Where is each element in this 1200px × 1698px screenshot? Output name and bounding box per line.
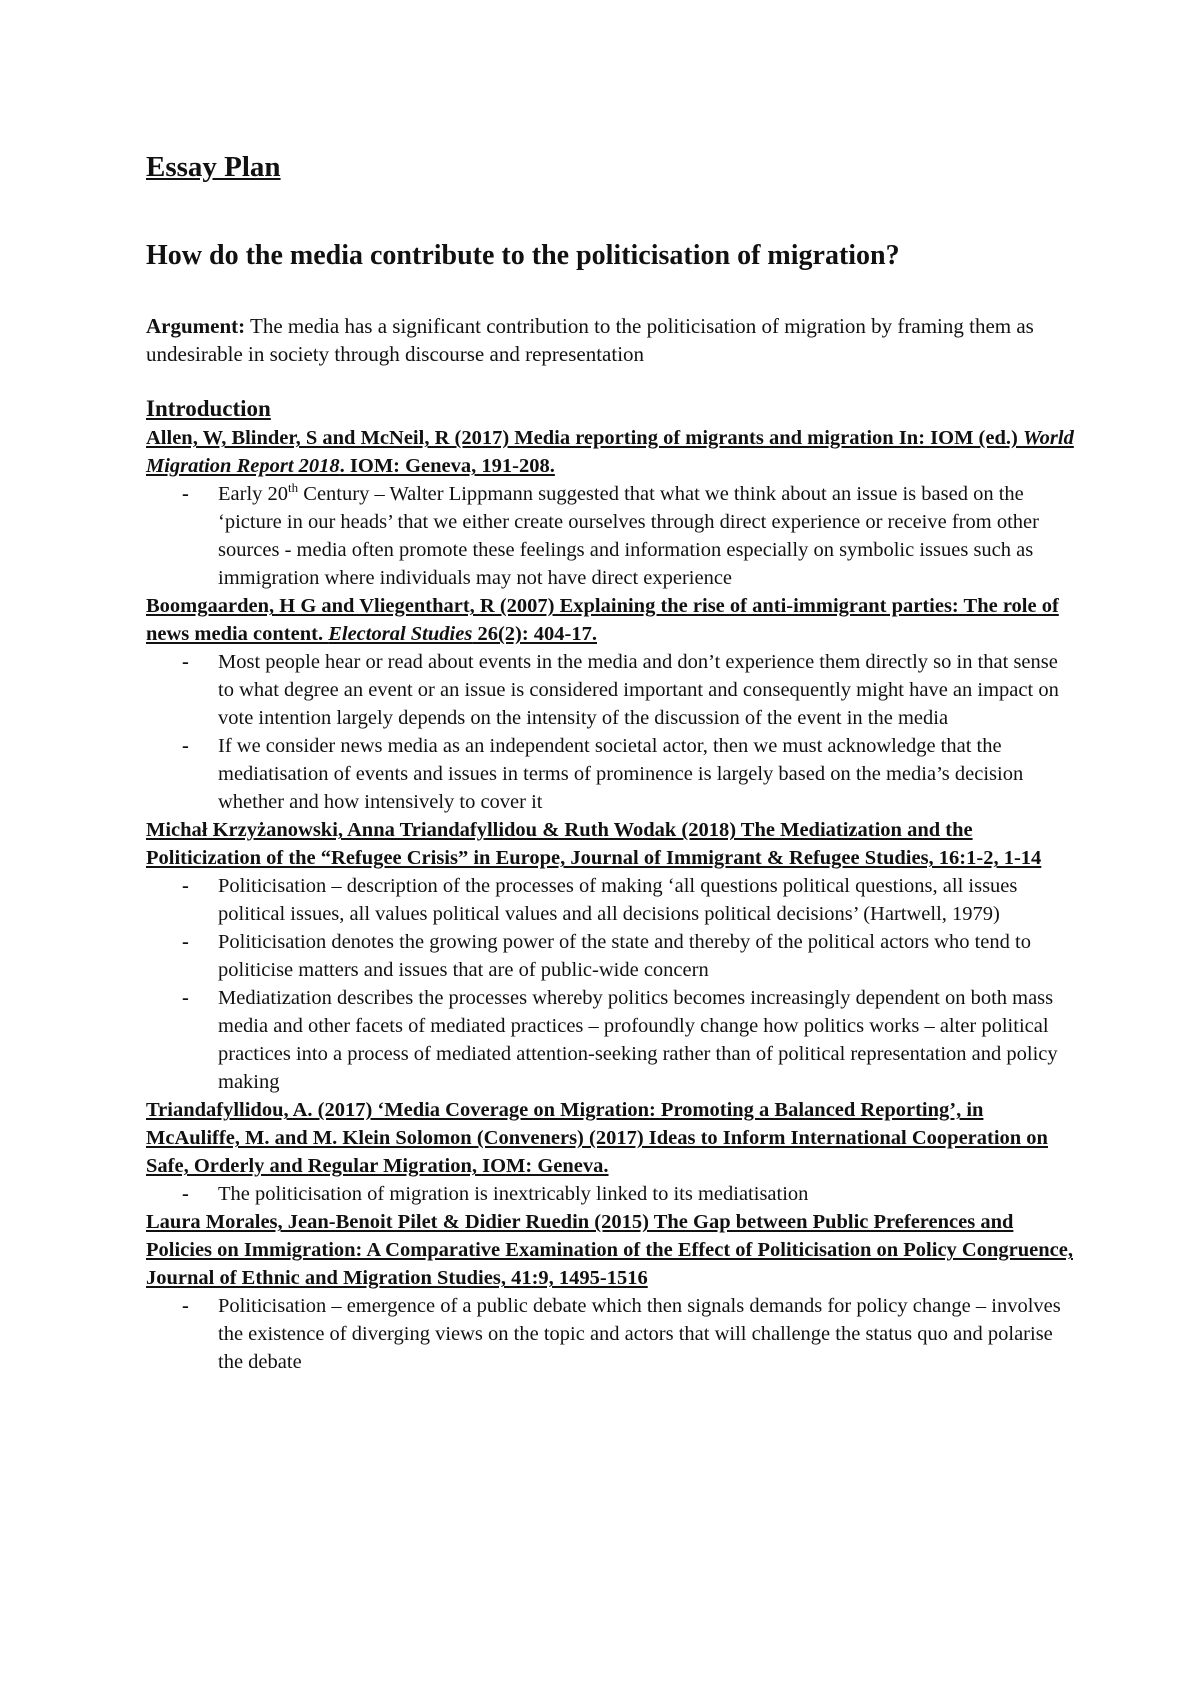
note-item: - The politicisation of migration is inextricably linked to its mediatisation xyxy=(218,1180,1076,1208)
argument-text: The media has a significant contribution to the politicisation of migration by framing them as undesirable in society through discourse and representation xyxy=(146,314,1034,367)
reference-notes xyxy=(146,1180,1076,1208)
document-content xyxy=(146,140,1076,1376)
bullet-dash: - xyxy=(182,483,189,506)
argument-paragraph xyxy=(146,312,1076,368)
bullet-dash: - xyxy=(182,651,189,674)
reference-citation: Boomgaarden, H G and Vliegenthart, R (2007) Explaining the rise of anti-immigrant parties: The role of news media content. Electoral Studies 26(2): 404-17. xyxy=(146,595,1059,646)
superscript: th xyxy=(288,480,299,496)
argument-label: Argument: xyxy=(146,314,246,339)
note-item: - Politicisation – description of the processes of making ‘all questions political questions, all issues political issues, all values political values and all decisions political decisions’ (Hartwell, 1979) xyxy=(218,872,1076,928)
note-item: - Mediatization describes the processes whereby politics becomes increasingly dependent on both mass media and other facets of mediated practices – profoundly change how politics works – alter political practices into a process of mediated attention-seeking rather than of political representation and policy making xyxy=(218,984,1076,1096)
reference-notes xyxy=(146,872,1076,1096)
reference-notes xyxy=(146,480,1076,592)
citation-italic-title: Electoral Studies xyxy=(328,623,473,646)
bullet-dash: - xyxy=(182,875,189,898)
note-item: - Early 20th Century – Walter Lippmann suggested that what we think about an issue is based on the ‘picture in our heads’ that we either create ourselves through direct experience or receive from other sources - media often promote these feelings and information especially on symbolic issues such as immigration where individuals may not have direct experience xyxy=(182,480,1039,590)
note-item: - If we consider news media as an independent societal actor, then we must acknowledge that the mediatisation of events and issues in terms of prominence is largely based on the media’s decision whether and how intensively to cover it xyxy=(218,732,1076,816)
reference-citation: Michał Krzyżanowski, Anna Triandafyllidou & Ruth Wodak (2018) The Mediatization and the Politicization of the “Refugee Crisis” in Europe, Journal of Immigrant & Refugee Studies, 16:1-2, 1-14 xyxy=(146,819,1042,870)
section-heading-introduction: Introduction xyxy=(146,396,271,422)
reference-notes xyxy=(146,648,1076,816)
document-title: Essay Plan xyxy=(146,151,281,183)
citation-italic-title: World Migration Report 2018 xyxy=(146,427,1074,478)
note-item: - Politicisation denotes the growing power of the state and thereby of the political actors who tend to politicise matters and issues that are of public-wide concern xyxy=(218,928,1076,984)
bullet-dash: - xyxy=(182,735,189,758)
note-item: - Politicisation – emergence of a public debate which then signals demands for policy change – involves the existence of diverging views on the topic and actors that will challenge the status quo and polarise the debate xyxy=(218,1292,1076,1376)
bullet-dash: - xyxy=(182,1295,189,1318)
reference-notes xyxy=(146,1292,1076,1376)
essay-question: How do the media contribute to the politicisation of migration? xyxy=(146,239,900,271)
reference-citation: Allen, W, Blinder, S and McNeil, R (2017) Media reporting of migrants and migration In: IOM (ed.) World Migration Report 2018. IOM: Geneva, 191-208. xyxy=(146,427,1074,478)
note-item: - Most people hear or read about events in the media and don’t experience them directly so in that sense to what degree an event or an issue is considered important and consequently might have an impact on vote intention largely depends on the intensity of the discussion of the event in the media xyxy=(218,648,1076,732)
reference-citation: Laura Morales, Jean-Benoit Pilet & Didier Ruedin (2015) The Gap between Public Preferences and Policies on Immigration: A Comparative Examination of the Effect of Politicisation on Policy Congruence, Journal of Ethnic and Migration Studies, 41:9, 1495-1516 xyxy=(146,1211,1073,1290)
reference-citation: Triandafyllidou, A. (2017) ‘Media Coverage on Migration: Promoting a Balanced Reporting’, in McAuliffe, M. and M. Klein Solomon (Conveners) (2017) Ideas to Inform International Cooperation on Safe, Orderly and Regular Migration, IOM: Geneva. xyxy=(146,1099,1048,1178)
bullet-dash: - xyxy=(182,1183,189,1206)
bullet-dash: - xyxy=(182,987,189,1010)
bullet-dash: - xyxy=(182,931,189,954)
